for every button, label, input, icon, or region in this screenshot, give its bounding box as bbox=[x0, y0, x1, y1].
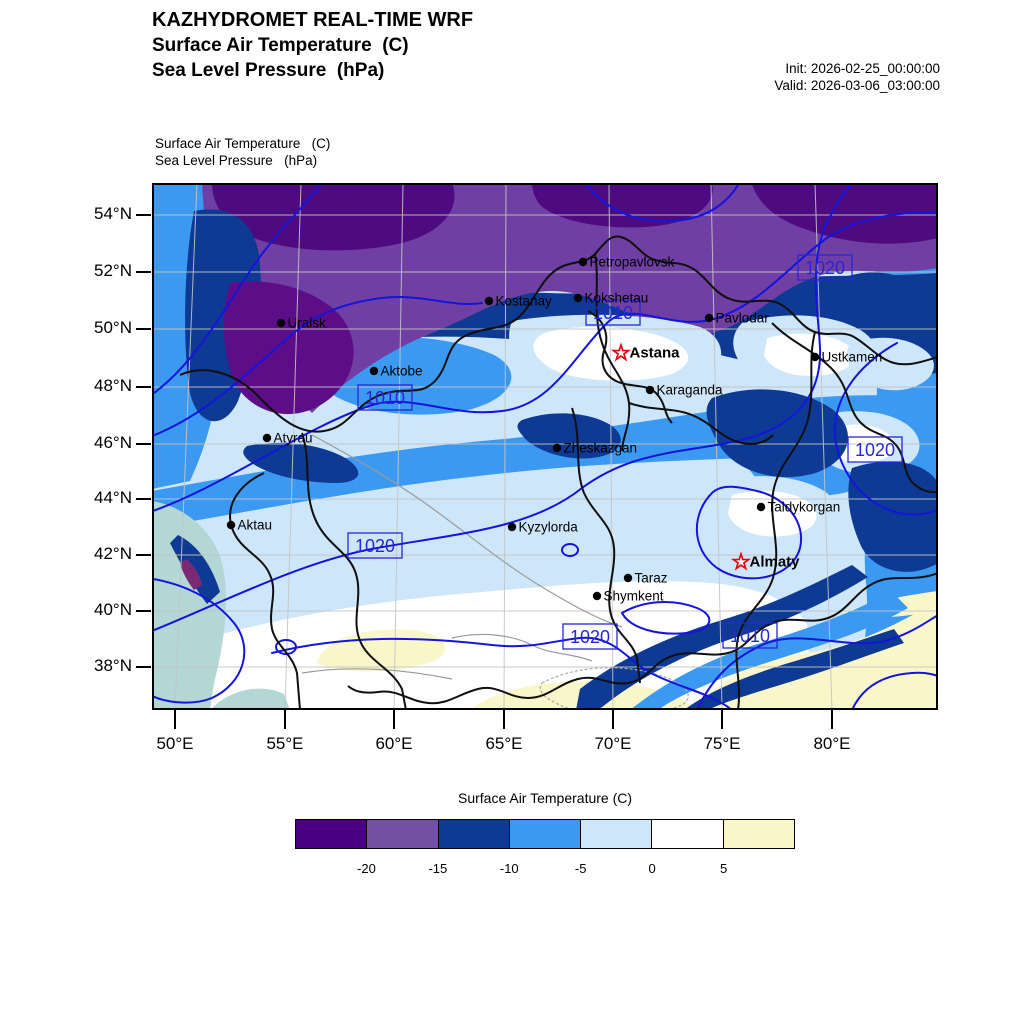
lon-tick bbox=[174, 710, 176, 729]
lat-tick-label: 44°N bbox=[94, 488, 132, 507]
lon-tick-label: 65°E bbox=[485, 734, 523, 753]
lon-tick bbox=[503, 710, 505, 729]
lat-tick bbox=[136, 666, 151, 668]
lat-tick bbox=[136, 386, 151, 388]
lon-tick-label: 60°E bbox=[375, 734, 413, 753]
lat-tick-label: 52°N bbox=[94, 261, 132, 280]
map-area bbox=[152, 183, 938, 710]
city-dot-icon bbox=[593, 592, 601, 600]
colorbar-tick-label: -20 bbox=[357, 861, 376, 876]
city-dot-icon bbox=[579, 258, 587, 266]
lon-tick-label: 80°E bbox=[813, 734, 851, 753]
city-label: Pavlodar bbox=[715, 310, 769, 326]
city-label: Kokshetau bbox=[584, 290, 649, 306]
colorbar-tick-label: -10 bbox=[499, 861, 519, 876]
colorbar-tick-label: 0 bbox=[648, 861, 656, 876]
colorbar-tick-label: -5 bbox=[574, 861, 587, 876]
pressure-contour-label bbox=[348, 533, 402, 558]
pressure-contour-label bbox=[563, 624, 617, 649]
pressure-contour-label bbox=[723, 623, 777, 648]
city-dot-icon bbox=[574, 294, 582, 302]
pressure-value: 1010 bbox=[729, 626, 771, 646]
city-label: Uralsk bbox=[287, 315, 326, 331]
pressure-contour-label bbox=[798, 255, 852, 280]
city-marker bbox=[485, 294, 552, 309]
lon-tick bbox=[612, 710, 614, 729]
weather-map bbox=[152, 183, 938, 710]
lat-tick bbox=[136, 271, 151, 273]
pressure-contour-label bbox=[358, 385, 412, 410]
lon-tick bbox=[393, 710, 395, 729]
city-dot-icon bbox=[757, 503, 765, 511]
city-label: Taraz bbox=[634, 570, 668, 586]
title-variable: Surface Air Temperature (C) bbox=[152, 35, 409, 56]
pressure-value: 1020 bbox=[854, 440, 896, 460]
lat-tick bbox=[136, 610, 151, 612]
valid-time: Valid: 2026-03-06_03:00:00 bbox=[774, 78, 940, 93]
city-dot-icon bbox=[485, 297, 493, 305]
pressure-value: 1010 bbox=[592, 303, 634, 323]
city-marker bbox=[646, 383, 723, 398]
lat-tick-label: 42°N bbox=[94, 544, 132, 563]
lat-tick-label: 48°N bbox=[94, 376, 132, 395]
city-dot-icon bbox=[624, 574, 632, 582]
colorbar-tick-label: 5 bbox=[719, 861, 728, 876]
model-run-times bbox=[774, 60, 940, 94]
city-dot-icon bbox=[263, 434, 271, 442]
title-block bbox=[152, 8, 473, 83]
lat-tick-label: 40°N bbox=[94, 600, 132, 619]
city-label: Ustkamen bbox=[821, 349, 883, 365]
lat-tick bbox=[136, 498, 151, 500]
lat-tick-label: 50°N bbox=[94, 318, 132, 337]
colorbar-title: Surface Air Temperature (C) bbox=[457, 790, 633, 806]
pressure-value: 1020 bbox=[354, 536, 396, 556]
city-marker bbox=[593, 589, 664, 604]
city-marker bbox=[757, 500, 840, 515]
city-label: Atyrau bbox=[273, 430, 313, 446]
city-dot-icon bbox=[646, 386, 654, 394]
city-label: Petropavlovsk bbox=[589, 254, 675, 270]
lat-tick bbox=[136, 214, 151, 216]
lon-tick bbox=[284, 710, 286, 729]
lon-tick-label: 50°E bbox=[156, 734, 194, 753]
pressure-value: 1020 bbox=[804, 258, 846, 278]
lon-tick-label: 75°E bbox=[703, 734, 741, 753]
lon-tick-label: 70°E bbox=[594, 734, 632, 753]
page-title: KAZHYDROMET REAL-TIME WRF bbox=[152, 9, 474, 31]
city-dot-icon bbox=[508, 523, 516, 531]
city-marker bbox=[579, 255, 675, 270]
pressure-contour-label bbox=[848, 437, 902, 462]
city-label: Aktobe bbox=[380, 363, 423, 379]
temperature-colorbar bbox=[295, 819, 795, 849]
lat-tick-label: 46°N bbox=[94, 433, 132, 452]
city-label: Astana bbox=[629, 344, 680, 362]
city-label: Almaty bbox=[749, 553, 800, 571]
city-label: Karaganda bbox=[656, 382, 723, 398]
city-label: Shymkent bbox=[603, 588, 664, 604]
city-marker bbox=[553, 441, 637, 456]
lon-tick bbox=[831, 710, 833, 729]
lon-tick-label: 55°E bbox=[266, 734, 304, 753]
colorbar-segment bbox=[651, 820, 722, 848]
map-subtitle-line1: Surface Air Temperature (C) bbox=[155, 136, 331, 151]
city-marker bbox=[508, 520, 578, 535]
city-label: Kostanay bbox=[495, 293, 552, 309]
title-variable-2: Sea Level Pressure (hPa) bbox=[152, 60, 385, 81]
map-subtitle-line2: Sea Level Pressure (hPa) bbox=[155, 153, 318, 168]
city-marker bbox=[811, 350, 882, 365]
lon-tick bbox=[721, 710, 723, 729]
colorbar-segment bbox=[296, 820, 366, 848]
colorbar-tick-label: -15 bbox=[428, 861, 448, 876]
city-dot-icon bbox=[811, 353, 819, 361]
lat-tick bbox=[136, 443, 151, 445]
colorbar-segment bbox=[580, 820, 651, 848]
colorbar-segment bbox=[509, 820, 580, 848]
city-marker bbox=[574, 291, 648, 306]
city-label: Kyzylorda bbox=[518, 519, 578, 535]
colorbar-segment bbox=[438, 820, 509, 848]
city-dot-icon bbox=[705, 314, 713, 322]
lat-tick bbox=[136, 554, 151, 556]
init-time: Init: 2026-02-25_00:00:00 bbox=[785, 61, 940, 76]
pressure-value: 1010 bbox=[364, 388, 406, 408]
lat-tick bbox=[136, 328, 151, 330]
city-label: Aktau bbox=[237, 517, 273, 533]
lat-tick-label: 54°N bbox=[94, 204, 132, 223]
city-label: Zheskazgan bbox=[563, 440, 638, 456]
colorbar-segment bbox=[366, 820, 437, 848]
map-subtitle bbox=[155, 135, 330, 169]
city-dot-icon bbox=[227, 521, 235, 529]
pressure-value: 1020 bbox=[569, 627, 611, 647]
city-dot-icon bbox=[553, 444, 561, 452]
colorbar-segment bbox=[723, 820, 794, 848]
lat-tick-label: 38°N bbox=[94, 656, 132, 675]
city-dot-icon bbox=[370, 367, 378, 375]
city-label: Taldykorgan bbox=[767, 499, 841, 515]
city-dot-icon bbox=[277, 319, 285, 327]
